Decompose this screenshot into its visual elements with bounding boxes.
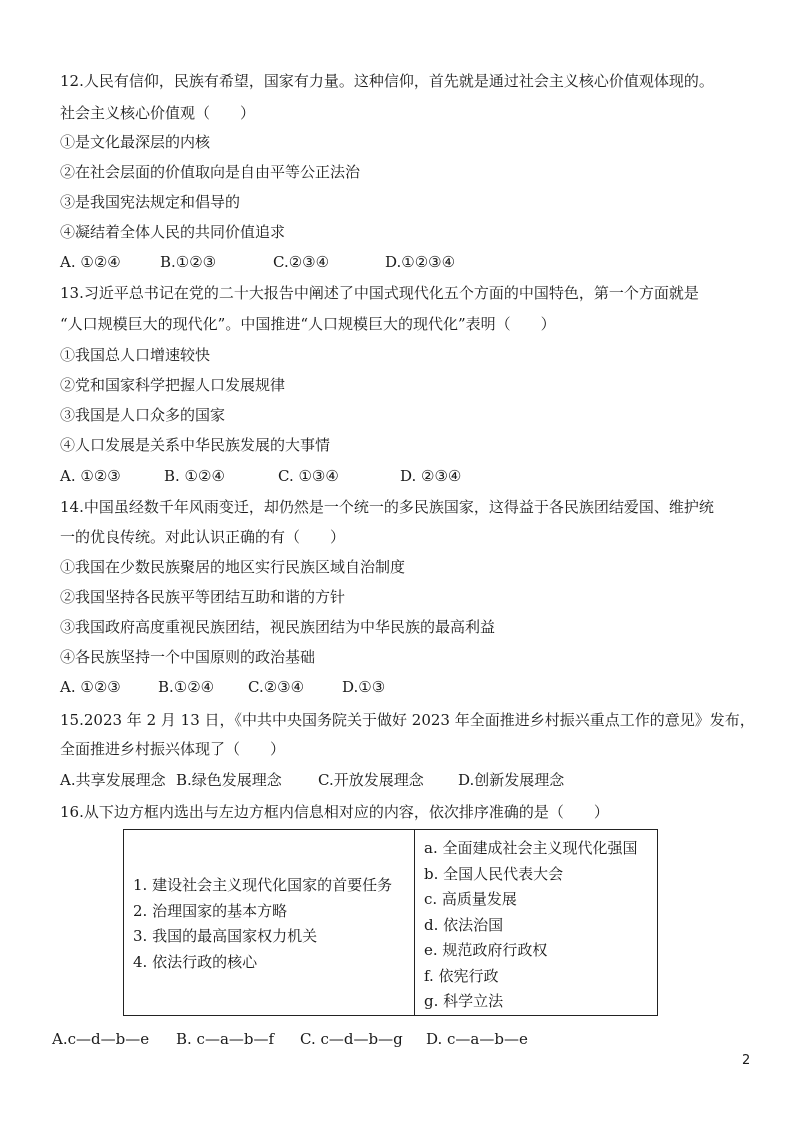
q13-option-b: B. ①②④: [164, 467, 225, 485]
q15-option-c: C.开放发展理念: [318, 771, 424, 789]
q16-option-c: C. c—d—b—g: [300, 1030, 403, 1048]
q12-options: [60, 252, 455, 272]
left-item-2: 2. 治理国家的基本方略: [133, 901, 288, 920]
q14-option-b: B.①②④: [158, 678, 215, 696]
right-item-e: e. 规范政府行政权: [424, 941, 548, 959]
q12-option-b: B.①②③: [160, 253, 217, 271]
q16-option-b: B. c—a—b—f: [176, 1030, 275, 1048]
right-item-b: b. 全国人民代表大会: [424, 864, 564, 883]
left-item-1: 1. 建设社会主义现代化国家的首要任务: [133, 876, 393, 894]
right-item-f: f. 依宪行政: [424, 966, 499, 985]
right-item-d: d. 依法治国: [424, 915, 504, 934]
q13-item-3: ③我国是人口众多的国家: [60, 406, 226, 424]
q13-option-d: D. ②③④: [400, 467, 462, 485]
q12-option-d: D.①②③④: [385, 253, 456, 271]
right-item-g: g. 科学立法: [424, 992, 504, 1010]
q14-item-2: ②我国坚持各民族平等团结互助和谐的方针: [60, 588, 346, 606]
q12-stem-line2: 社会主义核心价值观（ ）: [60, 104, 256, 122]
q12-option-c: C.②③④: [273, 253, 330, 271]
q13-option-a: A. ①②③: [60, 467, 121, 485]
q14-options: [60, 677, 385, 697]
q13-item-4: ④人口发展是关系中华民族发展的大事情: [60, 436, 331, 454]
q14-option-d: D.①③: [342, 678, 386, 696]
left-item-3: 3. 我国的最高国家权力机关: [133, 927, 318, 945]
q15-stem-line1: 15.2023 年 2 月 13 日，《中共中央国务院关于做好 2023 年全面推进乡村振兴重点工作的意见》发布，: [60, 711, 755, 729]
matching-left-column: [133, 873, 392, 975]
q15-stem-line2: 全面推进乡村振兴体现了（ ）: [60, 740, 286, 758]
matching-table: [123, 829, 658, 1016]
q15-option-d: D.创新发展理念: [458, 771, 565, 789]
q12-item-3: ③是我国宪法规定和倡导的: [60, 193, 241, 211]
q14-option-a: A. ①②③: [60, 678, 121, 696]
q14-stem-line2: 一的优良传统。对此认识正确的有（ ）: [60, 528, 346, 546]
page-number: 2: [742, 1053, 751, 1068]
q12-option-a: A. ①②④: [60, 253, 121, 271]
q13-item-1: ①我国总人口增速较快: [60, 346, 211, 364]
q12-item-4: ④凝结着全体人民的共同价值追求: [60, 223, 286, 241]
q13-option-c: C. ①③④: [278, 467, 339, 485]
q13-item-2: ②党和国家科学把握人口发展规律: [60, 376, 286, 394]
q15-option-a: A.共享发展理念: [60, 771, 166, 789]
q12-item-1: ①是文化最深层的内核: [60, 133, 211, 151]
q14-item-3: ③我国政府高度重视民族团结，视民族团结为中华民族的最高利益: [60, 618, 496, 636]
right-item-c: c. 高质量发展: [424, 890, 517, 908]
q12-stem-line1: 12.人民有信仰，民族有希望，国家有力量。这种信仰，首先就是通过社会主义核心价值观体现的。: [60, 72, 714, 90]
q15-option-b: B.绿色发展理念: [176, 771, 282, 789]
q13-options: [60, 466, 461, 486]
matching-right-column: [424, 836, 637, 1015]
q13-stem-line2: “人口规模巨大的现代化”。中国推进“人口规模巨大的现代化”表明（ ）: [60, 315, 556, 333]
q14-stem-line1: 14.中国虽经数千年风雨变迁，却仍然是一个统一的多民族国家，这得益于各民族团结爱国、维护统: [60, 498, 714, 516]
q12-item-2: ②在社会层面的价值取向是自由平等公正法治: [60, 163, 361, 181]
q16-options: [52, 1029, 528, 1049]
left-item-4: 4. 依法行政的核心: [133, 952, 258, 971]
q14-item-4: ④各民族坚持一个中国原则的政治基础: [60, 648, 316, 666]
q16-option-d: D. c—a—b—e: [426, 1030, 528, 1048]
q14-option-c: C.②③④: [248, 678, 305, 696]
q13-stem-line1: 13.习近平总书记在党的二十大报告中阐述了中国式现代化五个方面的中国特色，第一个方面就是: [60, 284, 699, 302]
q15-options: [60, 770, 564, 790]
matching-table-divider: [414, 830, 415, 1015]
q16-option-a: A.c—d—b—e: [52, 1030, 150, 1048]
q14-item-1: ①我国在少数民族聚居的地区实行民族区域自治制度: [60, 558, 406, 576]
right-item-a: a. 全面建成社会主义现代化强国: [424, 839, 638, 857]
q16-stem: 16.从下边方框内选出与左边方框内信息相对应的内容，依次排序准确的是（ ）: [60, 803, 609, 821]
